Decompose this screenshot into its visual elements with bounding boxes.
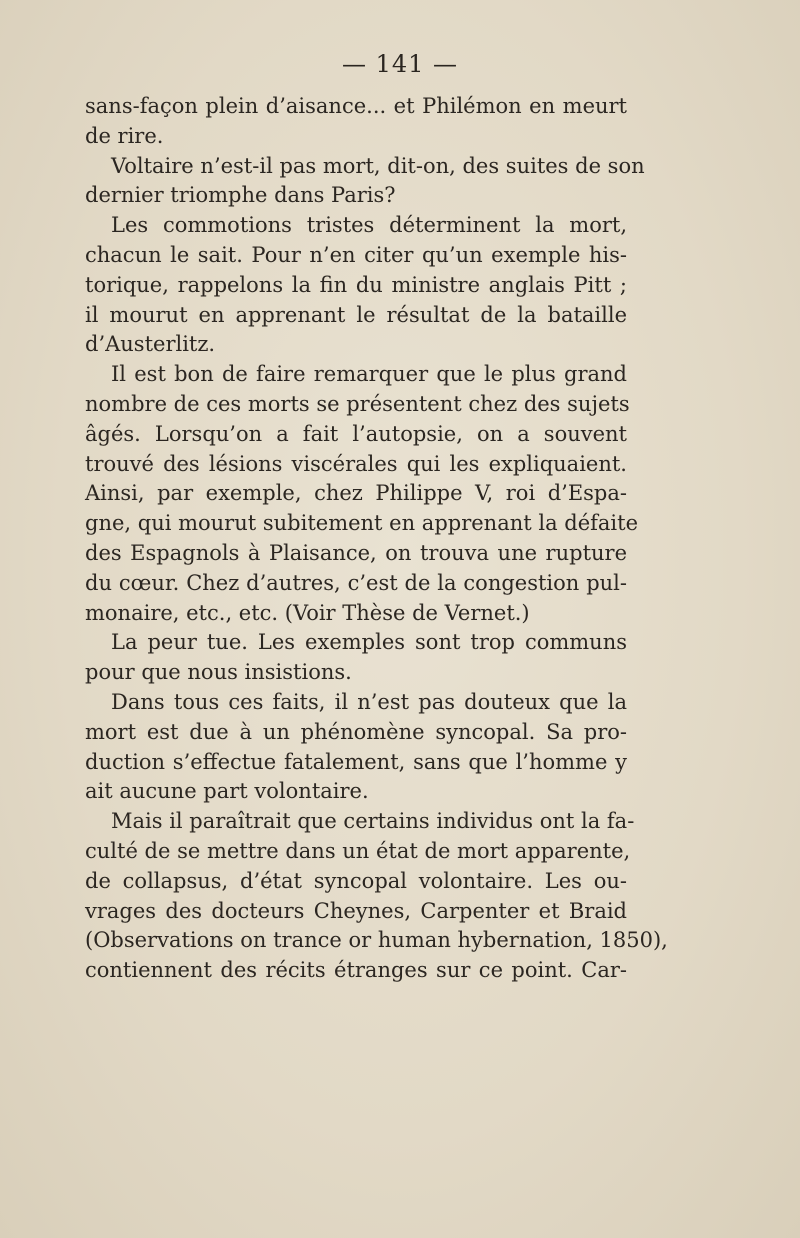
text-line: ait aucune part volontaire. [85,779,369,804]
text-line: La peur tue. Les exemples sont trop communs [111,630,627,655]
text-line: sans-façon plein d’aisance... et Philémon en meurt [85,94,627,118]
text-line: chacun le sait. Pour n’en citer qu’un exemple his- [85,242,627,267]
text-line: dernier triomphe dans Paris? [85,183,396,208]
text-line: culté de se mettre dans un état de mort apparente, [85,838,631,863]
text-line: Mais il paraîtrait que certains individus ont la fa- [111,809,635,834]
page-number: — 141 — [341,50,459,78]
text-line: des Espagnols à Plaisance, on trouva une rupture [85,540,627,565]
text-line: (Observations on trance or human hybernation, 1850), [85,928,668,953]
text-line: de collapsus, d’état syncopal volontaire. Les ou- [85,868,627,893]
text-line: monaire, etc., etc. (Voir Thèse de Vernet.) [85,600,530,625]
text-line: du cœur. Chez d’autres, c’est de la congestion pul- [85,570,627,595]
text-line: Ainsi, par exemple, chez Philippe V, roi d’Espa- [85,481,627,506]
text-line: d’Austerlitz. [85,332,216,357]
text-line: nombre de ces morts se présentent chez des sujets [85,391,630,416]
text-line: Dans tous ces faits, il n’est pas douteux que la [111,689,627,714]
text-line: âgés. Lorsqu’on a fait l’autopsie, on a souvent [85,421,627,446]
text-line: trouvé des lésions viscérales qui les expliquaient. [85,451,627,476]
text-line: Les commotions tristes déterminent la mort, [111,213,627,238]
text-line: il mourut en apprenant le résultat de la bataille [85,302,627,327]
text-line: duction s’effectue fatalement, sans que l’homme y [85,749,627,774]
body-text [85,92,668,986]
text-line: de rire. [85,123,164,148]
text-line: Il est bon de faire remarquer que le plus grand [111,362,627,387]
text-line: vrages des docteurs Cheynes, Carpenter et Braid [85,898,627,923]
text-line: mort est due à un phénomène syncopal. Sa pro- [85,719,627,744]
text-line: Voltaire n’est-il pas mort, dit-on, des suites de son [111,153,645,178]
text-line: pour que nous insistions. [85,660,352,685]
text-line: gne, qui mourut subitement en apprenant la défaite [85,511,639,536]
text-line: contiennent des récits étranges sur ce point. Car- [85,958,627,983]
text-line: torique, rappelons la fin du ministre anglais Pitt ; [85,272,627,297]
